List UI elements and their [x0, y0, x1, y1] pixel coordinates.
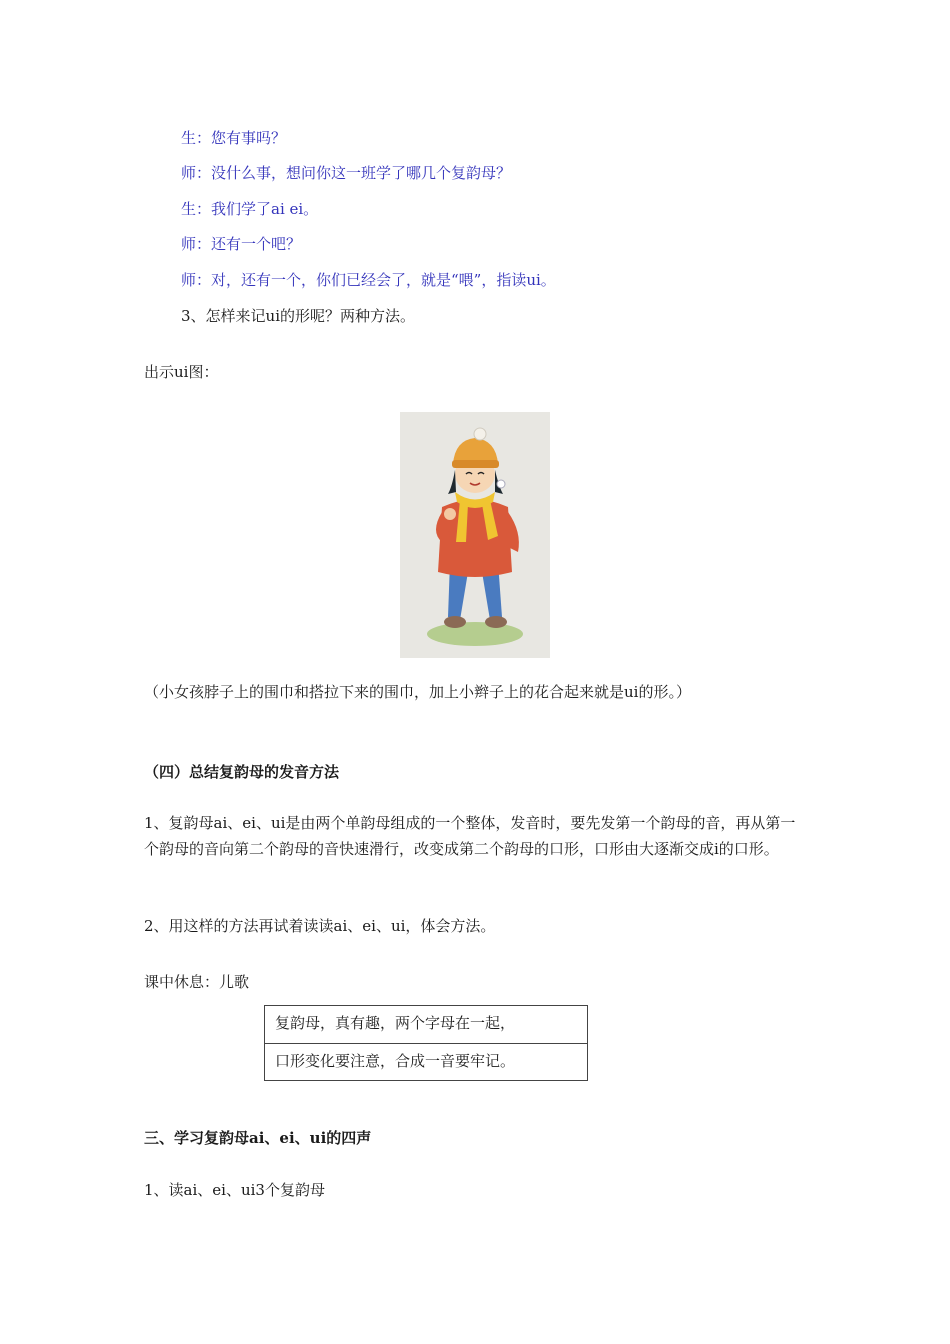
- point-1-paragraph: 1、复韵母ai、ei、ui是由两个单韵母组成的一个整体，发音时，要先发第一个韵母的音，再从第一个韵母的音向第二个韵母的音快速滑行，改变成第二个韵母的口形，口形由大逐渐交成i的口形。: [144, 814, 796, 858]
- poem-line: 口形变化要注意，合成一音要牢记。: [265, 1043, 587, 1080]
- poem-table: [264, 1005, 588, 1081]
- break-label: 课中休息：儿歌: [144, 973, 250, 991]
- section-4-heading: （四）总结复韵母的发音方法: [144, 763, 340, 781]
- figure-caption: （小女孩脖子上的围巾和搭拉下来的围巾，加上小辫子上的花合起来就是ui的形。）: [144, 683, 691, 701]
- point-2-text: 2、用这样的方法再试着读读ai、ei、ui，体会方法。: [144, 917, 496, 935]
- show-figure-label: 出示ui图：: [144, 363, 219, 381]
- dialogue-line: 生：我们学了ai ei。: [181, 200, 319, 218]
- section-3-heading: 三、学习复韵母ai、ei、ui的四声: [144, 1129, 372, 1147]
- poem-line: 复韵母，真有趣，两个字母在一起，: [275, 1014, 516, 1032]
- dialogue-line: 师：还有一个吧？: [181, 235, 302, 253]
- step-3-text: 3、怎样来记ui的形呢？两种方法。: [181, 307, 416, 325]
- section-3-point-1: 1、读ai、ei、ui3个复韵母: [144, 1181, 325, 1199]
- dialogue-line: 师：对，还有一个，你们已经会了，就是“喂”，指读ui。: [181, 271, 556, 289]
- dialogue-line: 师：没什么事，想问你这一班学了哪几个复韵母？: [181, 164, 512, 182]
- girl-illustration: [400, 412, 550, 658]
- dialogue-line: 生：您有事吗？: [181, 129, 287, 147]
